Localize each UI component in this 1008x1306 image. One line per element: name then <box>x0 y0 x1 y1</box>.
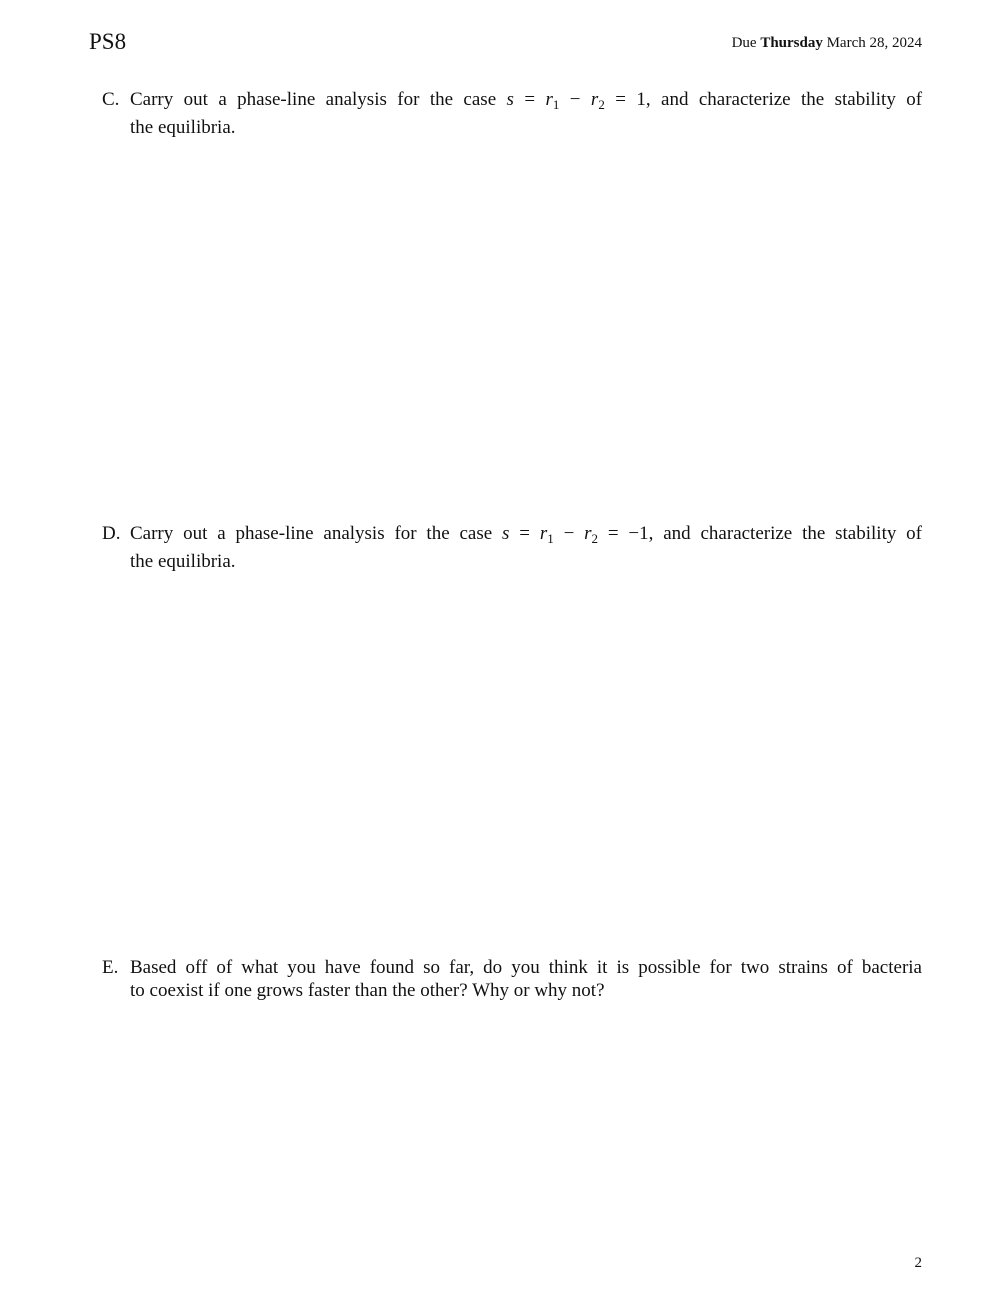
problem-c <box>102 88 922 139</box>
problem-label: E. <box>102 957 119 978</box>
math-operator: − <box>553 523 585 544</box>
problem-text <box>130 522 922 573</box>
problem-set-title: PS8 <box>89 29 127 54</box>
problem-text-segment: , and characterize the stability of <box>645 89 923 110</box>
math-subscript: 2 <box>598 97 605 112</box>
problem-label: D. <box>102 523 121 544</box>
equation <box>507 89 646 110</box>
problem-e <box>102 956 922 1002</box>
math-variable: r <box>590 89 599 110</box>
math-operator: = <box>509 523 540 544</box>
math-operator: = <box>513 89 546 110</box>
problem-text-segment: , and characterize the stability of <box>648 523 923 544</box>
problem-text <box>130 88 922 139</box>
due-day: Thursday <box>760 35 823 51</box>
problem-line-2: the equilibria. <box>130 117 236 138</box>
problem-text <box>130 956 922 1002</box>
problem-line-1 <box>130 88 922 116</box>
problem-d <box>102 522 922 573</box>
math-value: 1 <box>636 89 646 110</box>
math-operator: = <box>604 89 637 110</box>
math-subscript: 1 <box>547 531 554 546</box>
math-variable: r <box>545 89 553 110</box>
math-subscript: 2 <box>591 531 599 546</box>
math-operator: − <box>559 89 591 110</box>
due-date-line <box>732 33 922 53</box>
math-operator: = <box>598 523 629 544</box>
math-subscript: 1 <box>552 97 560 112</box>
problem-text-segment: Carry out a phase-line analysis for the case <box>130 89 497 110</box>
due-date: March 28, 2024 <box>826 35 922 51</box>
math-variable: s <box>502 523 510 544</box>
problem-line-1: Based off of what you have found so far, do you think it is possible for two strains of bacteria <box>130 957 922 978</box>
problem-line-1 <box>130 522 922 550</box>
math-value: −1 <box>628 523 649 544</box>
math-variable: r <box>539 523 548 544</box>
problem-line-2: the equilibria. <box>130 551 236 572</box>
problem-text-segment: Carry out a phase-line analysis for the case <box>130 523 493 544</box>
due-prefix: Due <box>731 35 757 51</box>
problem-line-2: to coexist if one grows faster than the other? Why or why not? <box>130 980 605 1001</box>
equation <box>502 523 649 544</box>
problem-label: C. <box>102 89 120 110</box>
math-variable: s <box>506 89 514 110</box>
math-variable: r <box>584 523 592 544</box>
page-number: 2 <box>914 1255 922 1271</box>
